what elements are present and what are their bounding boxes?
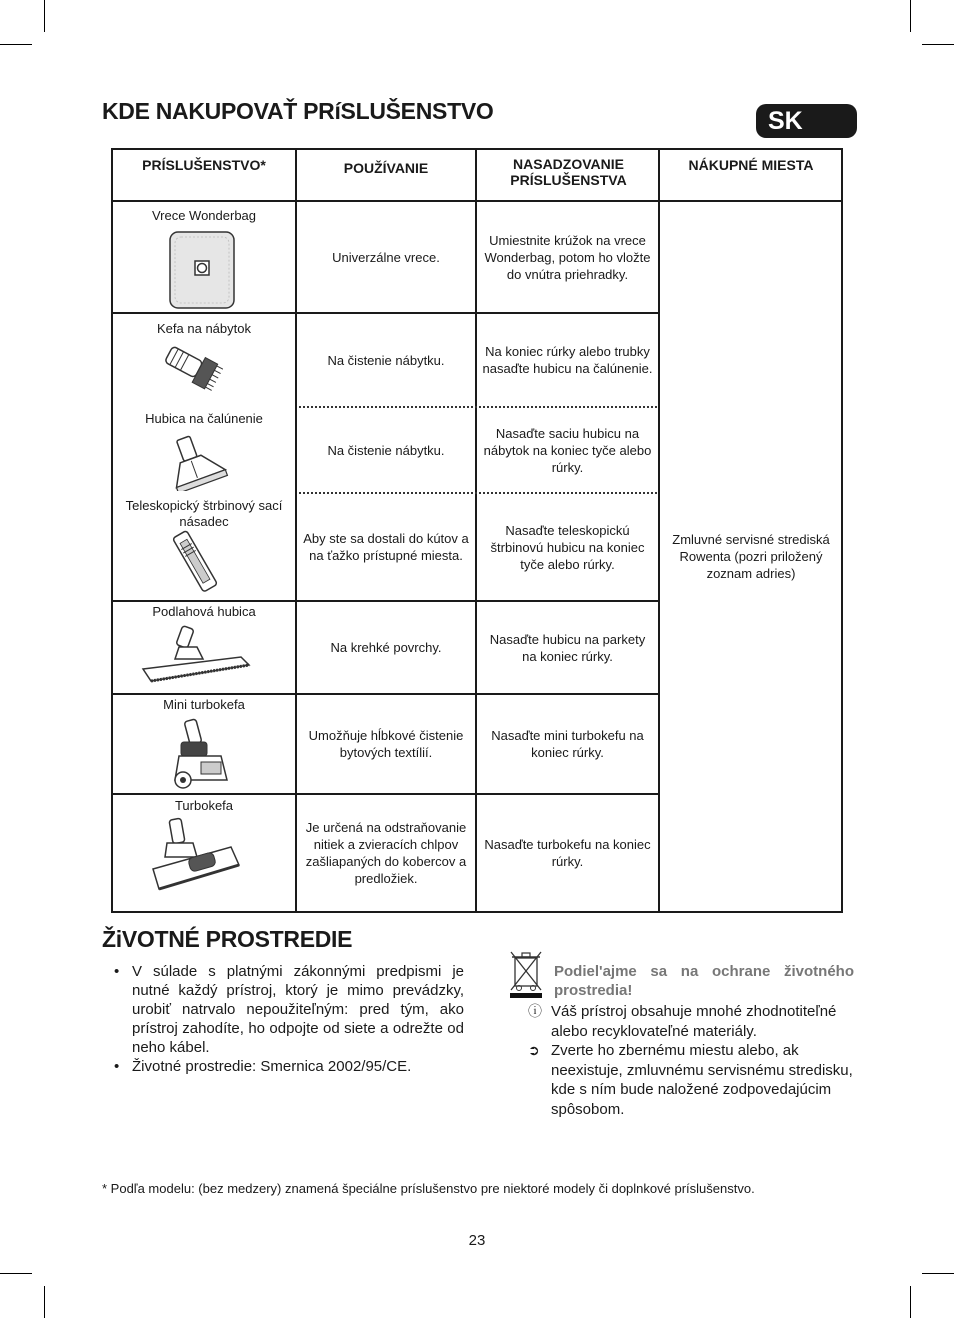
accessory-name: Teleskopický štrbinový sací násadec bbox=[125, 498, 283, 529]
accessory-name: Hubica na čalúnenie bbox=[145, 411, 263, 426]
environment-list bbox=[112, 962, 464, 1076]
crop-mark bbox=[910, 0, 911, 32]
crop-mark bbox=[922, 1273, 954, 1274]
usage-cell: Univerzálne vrece. bbox=[332, 249, 440, 265]
furniture-brush-icon bbox=[163, 343, 223, 393]
header-purchase: NÁKUPNÉ MIESTA bbox=[688, 157, 814, 173]
list-item: • Životné prostredie: Smernica 2002/95/CE. bbox=[112, 1057, 464, 1076]
accessory-name: Kefa na nábytok bbox=[157, 321, 251, 336]
header-fitting: NASADZOVANIE PRÍSLUŠENSTVA bbox=[510, 156, 627, 188]
mini-turbo-brush-icon bbox=[171, 718, 231, 792]
floor-nozzle-icon bbox=[139, 625, 253, 687]
fitting-cell: Umiestnite krúžok na vrece Wonderbag, potom ho vložte do vnútra priehradky. bbox=[484, 232, 651, 282]
accessory-name: Vrece Wonderbag bbox=[151, 208, 257, 223]
crop-mark bbox=[0, 1273, 32, 1274]
usage-cell: Je určená na odstraňovanie nitiek a zvieracích chlpov zašliapaných do kobercov a predložiek. bbox=[305, 820, 467, 886]
fitting-cell: Nasaďte saciu hubicu na nábytok na koniec tyče alebo rúrky. bbox=[483, 425, 652, 475]
recycle-heading: Podiel'ajme sa na ochrane životného prostredia! bbox=[554, 963, 854, 999]
fitting-cell: Nasaďte turbokefu na koniec rúrky. bbox=[484, 837, 651, 869]
fitting-cell: Nasaďte mini turbokefu na koniec rúrky. bbox=[491, 728, 644, 760]
crossed-bin-icon bbox=[508, 948, 544, 1000]
crop-mark bbox=[0, 44, 32, 45]
section-title-environment: ŽiVOTNÉ PROSTREDIE bbox=[102, 926, 353, 952]
upholstery-nozzle-icon bbox=[165, 433, 229, 491]
fitting-cell: Na koniec rúrky alebo trubky nasaďte hubicu na čalúnenie. bbox=[482, 344, 653, 376]
crevice-tool-icon bbox=[168, 530, 224, 596]
usage-cell: Aby ste sa dostali do kútov a na ťažko prístupné miesta. bbox=[303, 531, 469, 563]
fitting-cell: Nasaďte teleskopickú štrbinovú hubicu na koniec tyče alebo rúrky. bbox=[490, 522, 645, 572]
section-title-accessories: KDE NAKUPOVAŤ PRíSLUŠENSTVO bbox=[102, 98, 494, 124]
language-badge: SK bbox=[756, 104, 857, 138]
crop-mark bbox=[44, 0, 45, 32]
info-icon: ⓘ bbox=[528, 1003, 542, 1019]
usage-cell: Na čistenie nábytku. bbox=[327, 352, 445, 368]
header-usage: POUŽÍVANIE bbox=[343, 160, 429, 176]
footnote: * Podľa modelu: (bez medzery) znamená špeciálne príslušenstvo pre niektoré modely či doplnkové príslušenstvo. bbox=[102, 1181, 755, 1196]
usage-cell: Na čistenie nábytku. bbox=[327, 442, 445, 458]
usage-cell: Umožňuje hĺbkové čistenie bytových textílií. bbox=[308, 728, 464, 760]
arrow-icon: ➲ bbox=[528, 1042, 540, 1058]
purchase-places: Zmluvné servisné strediská Rowenta (pozri priložený zoznam adries) bbox=[672, 532, 830, 581]
turbo-brush-icon bbox=[149, 817, 243, 895]
header-accessory: PRÍSLUŠENSTVO* bbox=[142, 157, 266, 173]
accessory-name: Turbokefa bbox=[174, 798, 234, 813]
recycle-info-text: Váš prístroj obsahuje mnohé zhodnotiteľné alebo recyklovateľné materiály. bbox=[551, 1003, 837, 1040]
crop-mark bbox=[922, 44, 954, 45]
page-number: 23 bbox=[468, 1232, 486, 1249]
recycle-instruction-text: Zverte ho zbernému miestu alebo, ak neexistuje, zmluvnému servisnému stredisku, kde s ním bude naložené zodpovedajúcim spôsobom. bbox=[551, 1042, 853, 1118]
usage-cell: Na krehké povrchy. bbox=[330, 640, 442, 655]
accessory-name: Mini turbokefa bbox=[163, 697, 245, 712]
crop-mark bbox=[910, 1286, 911, 1318]
fitting-cell: Nasaďte hubicu na parkety na koniec rúrky. bbox=[489, 631, 646, 664]
wonderbag-icon bbox=[167, 229, 237, 311]
list-item: • V súlade s platnými zákonnými predpismi je nutné každý prístroj, ktorý je mimo prevádzky, urobiť natrvalo nepoužiteľným: pred tým, ako prístroj zahodíte, ho odpojte od siete a odrežte od neho kábel. bbox=[112, 962, 464, 1057]
column-divider bbox=[658, 150, 660, 911]
recycle-instruction bbox=[528, 1041, 858, 1119]
recycle-info bbox=[528, 1002, 858, 1041]
accessories-table bbox=[111, 148, 843, 913]
crop-mark bbox=[44, 1286, 45, 1318]
accessory-name: Podlahová hubica bbox=[152, 604, 256, 619]
